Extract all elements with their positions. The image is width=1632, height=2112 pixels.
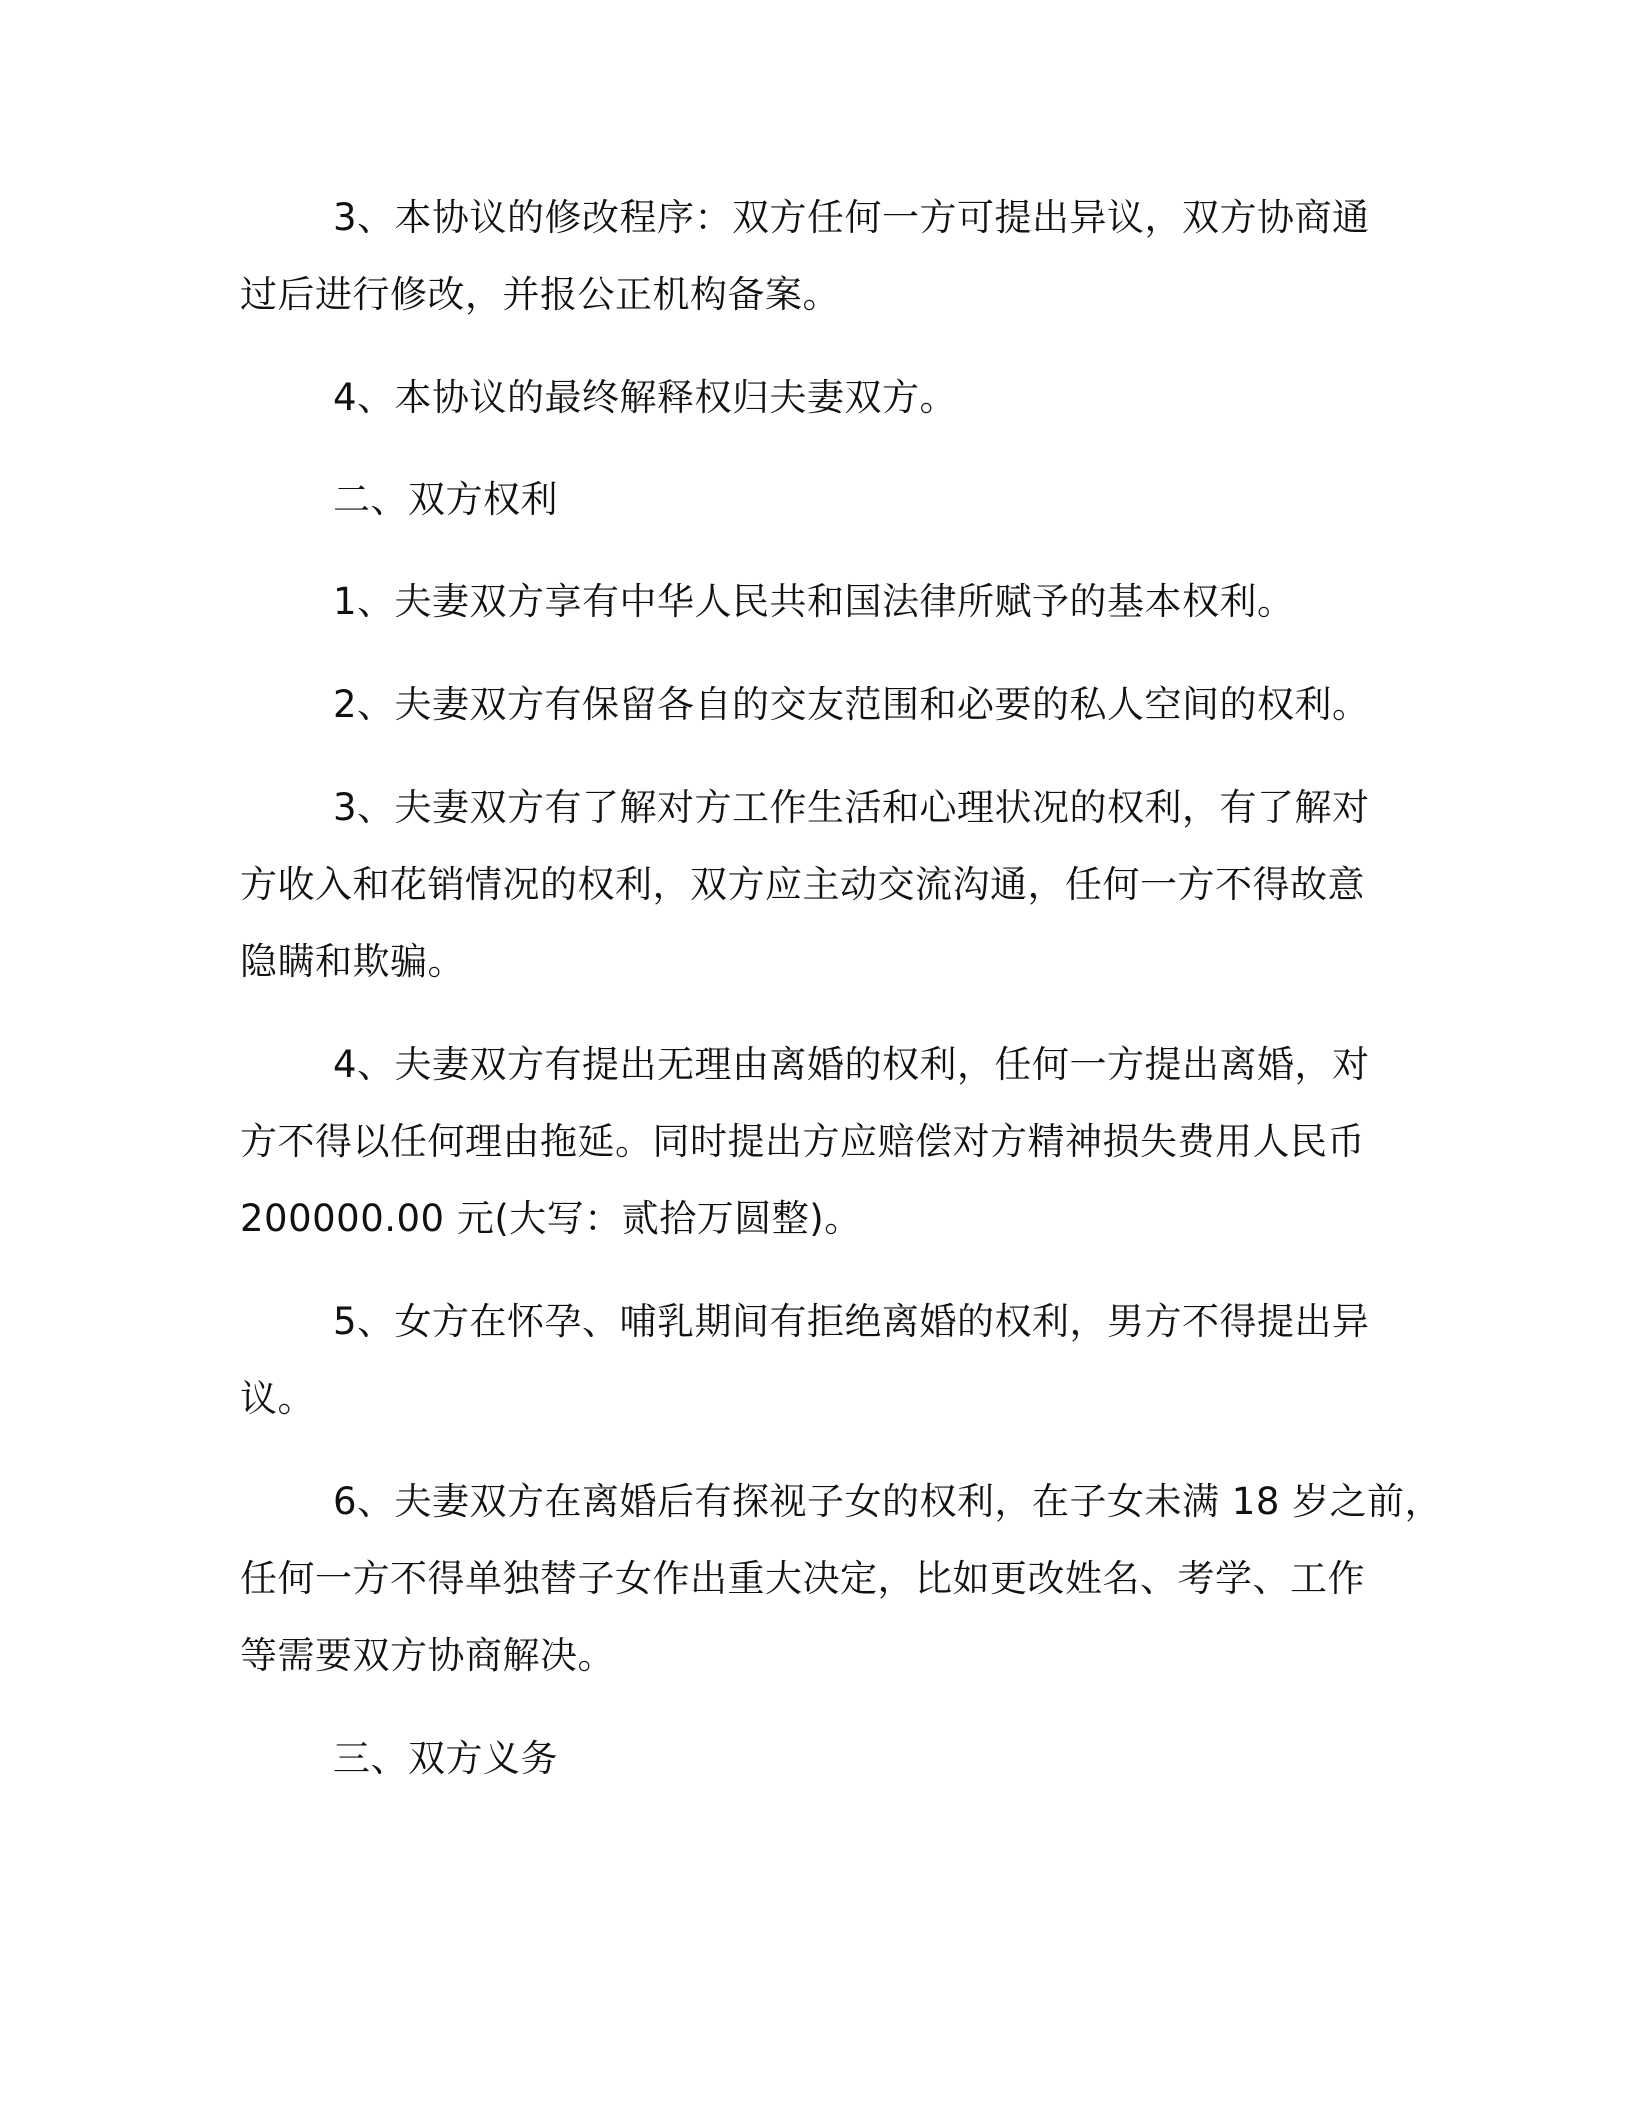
paragraph-line: 1、夫妻双方享有中华人民共和国法律所赋予的基本权利。	[333, 580, 1295, 623]
paragraph-line: 4、夫妻双方有提出无理由离婚的权利，任何一方提出离婚，对	[333, 1043, 1370, 1086]
paragraph-line: 3、本协议的修改程序：双方任何一方可提出异议，双方协商通	[333, 196, 1370, 239]
paragraph-line: 等需要双方协商解决。	[240, 1634, 615, 1677]
paragraph-line: 4、本协议的最终解释权归夫妻双方。	[333, 376, 958, 419]
paragraph-line: 3、夫妻双方有了解对方工作生活和心理状况的权利，有了解对	[333, 786, 1370, 829]
paragraph-line: 方不得以任何理由拖延。同时提出方应赔偿对方精神损失费用人民币	[240, 1120, 1365, 1163]
paragraph-line: 方收入和花销情况的权利，双方应主动交流沟通，任何一方不得故意	[240, 863, 1365, 906]
paragraph-line: 议。	[240, 1377, 315, 1420]
paragraph-line: 5、女方在怀孕、哺乳期间有拒绝离婚的权利，男方不得提出异	[333, 1300, 1370, 1343]
paragraph-line: 过后进行修改，并报公正机构备案。	[240, 273, 840, 316]
paragraph-line: 200000.00 元(大写：贰拾万圆整)。	[240, 1197, 862, 1240]
paragraph-line: 任何一方不得单独替子女作出重大决定，比如更改姓名、考学、工作	[240, 1557, 1365, 1600]
paragraph-line: 6、夫妻双方在离婚后有探视子女的权利，在子女未满 18 岁之前，	[333, 1480, 1443, 1523]
section-heading: 二、双方权利	[333, 478, 558, 521]
paragraph-line: 隐瞒和欺骗。	[240, 940, 465, 983]
paragraph-line: 2、夫妻双方有保留各自的交友范围和必要的私人空间的权利。	[333, 683, 1370, 726]
section-heading: 三、双方义务	[333, 1737, 558, 1780]
